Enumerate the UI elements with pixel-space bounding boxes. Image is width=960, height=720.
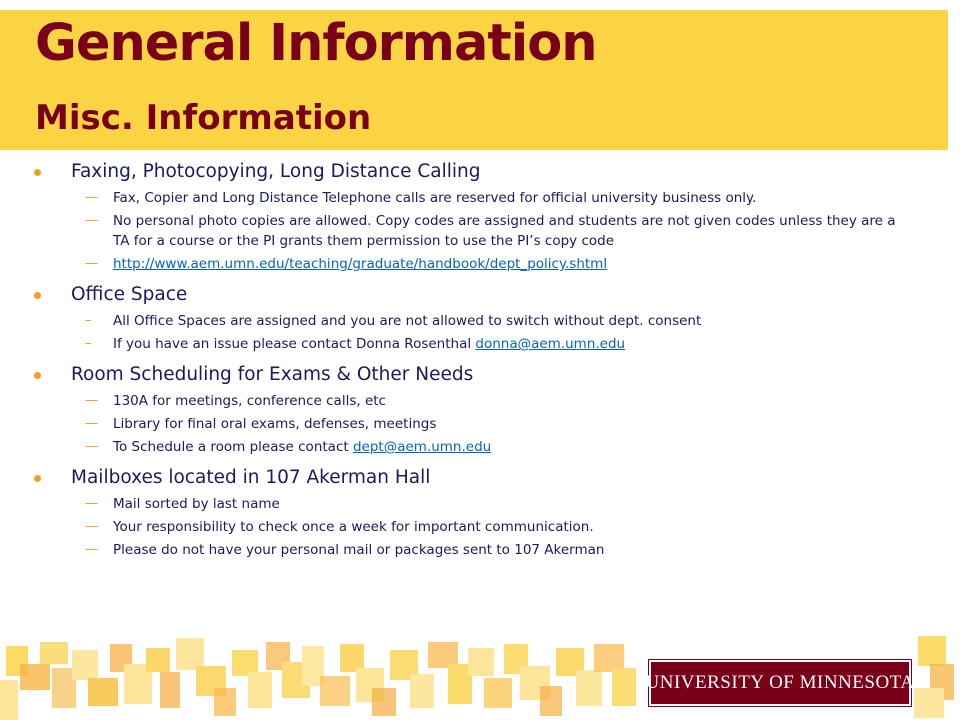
logo-text: UNIVERSITY OF MINNESOTA <box>645 672 915 693</box>
sub-item-text: No personal photo copies are allowed. Copy codes are assigned and students are not given codes unless they are a TA for a course or the PI grants them permission to use the PI’s copy code <box>113 213 896 249</box>
sub-item-text: Fax, Copier and Long Distance Telephone calls are reserved for official university business only. <box>113 190 757 206</box>
sub-item-text: 130A for meetings, conference calls, etc <box>113 393 386 409</box>
sub-item-text: All Office Spaces are assigned and you are not allowed to switch without dept. consent <box>113 313 702 329</box>
email-link-donna[interactable]: donna@aem.umn.edu <box>475 336 626 352</box>
sub-item <box>0 414 960 434</box>
bullet-heading <box>0 281 960 308</box>
bullet-heading <box>0 361 960 388</box>
sub-list <box>0 494 960 560</box>
dash-icon: — <box>85 190 98 205</box>
sub-item <box>0 437 960 457</box>
sub-list <box>0 311 960 354</box>
section-faxing <box>0 158 960 274</box>
bullet-heading-text: Mailboxes located in 107 Akerman Hall <box>71 467 431 488</box>
sub-item <box>0 540 960 560</box>
bullet-heading <box>0 464 960 491</box>
dash-icon: — <box>85 519 98 534</box>
bullet-heading-text: Office Space <box>71 284 188 305</box>
bullet-heading-text: Faxing, Photocopying, Long Distance Calling <box>71 161 481 182</box>
sub-item-text: If you have an issue please contact Donna Rosenthal <box>113 336 476 352</box>
dash-icon: — <box>85 439 98 454</box>
dash-icon: — <box>85 213 98 228</box>
section-office-space <box>0 281 960 354</box>
sub-item-text: Library for final oral exams, defenses, meetings <box>113 416 437 432</box>
sub-item <box>0 334 960 354</box>
sub-item <box>0 311 960 331</box>
dash-icon: – <box>85 336 92 351</box>
dash-icon: — <box>85 496 98 511</box>
bullet-heading <box>0 158 960 185</box>
section-mailboxes <box>0 464 960 560</box>
sub-item <box>0 517 960 537</box>
slide-subtitle: Misc. Information <box>35 98 372 138</box>
university-logo <box>645 660 915 706</box>
dash-icon: — <box>85 256 98 271</box>
slide-content <box>0 158 960 560</box>
sub-item-text: Mail sorted by last name <box>113 496 280 512</box>
sub-list <box>0 391 960 457</box>
dash-icon: – <box>85 313 92 328</box>
dash-icon: — <box>85 542 98 557</box>
bullet-dot-icon <box>34 169 41 176</box>
dash-icon: — <box>85 393 98 408</box>
sub-item <box>0 254 960 274</box>
bullet-dot-icon <box>34 372 41 379</box>
email-link-dept[interactable]: dept@aem.umn.edu <box>352 439 492 455</box>
bullet-dot-icon <box>34 292 41 299</box>
sub-item-text: To Schedule a room please contact <box>113 439 353 455</box>
sub-item <box>0 391 960 411</box>
sub-item <box>0 211 960 251</box>
sub-item-text: Please do not have your personal mail or packages sent to 107 Akerman <box>113 542 605 558</box>
section-room-scheduling <box>0 361 960 457</box>
bullet-dot-icon <box>34 475 41 482</box>
sub-item-text: Your responsibility to check once a week for important communication. <box>113 519 594 535</box>
policy-link[interactable]: http://www.aem.umn.edu/teaching/graduate/handbook/dept_policy.shtml <box>113 256 608 272</box>
slide-title: General Information <box>35 14 597 73</box>
sub-item <box>0 188 960 208</box>
sub-item <box>0 494 960 514</box>
sub-list <box>0 188 960 274</box>
bullet-heading-text: Room Scheduling for Exams & Other Needs <box>71 364 474 385</box>
dash-icon: — <box>85 416 98 431</box>
